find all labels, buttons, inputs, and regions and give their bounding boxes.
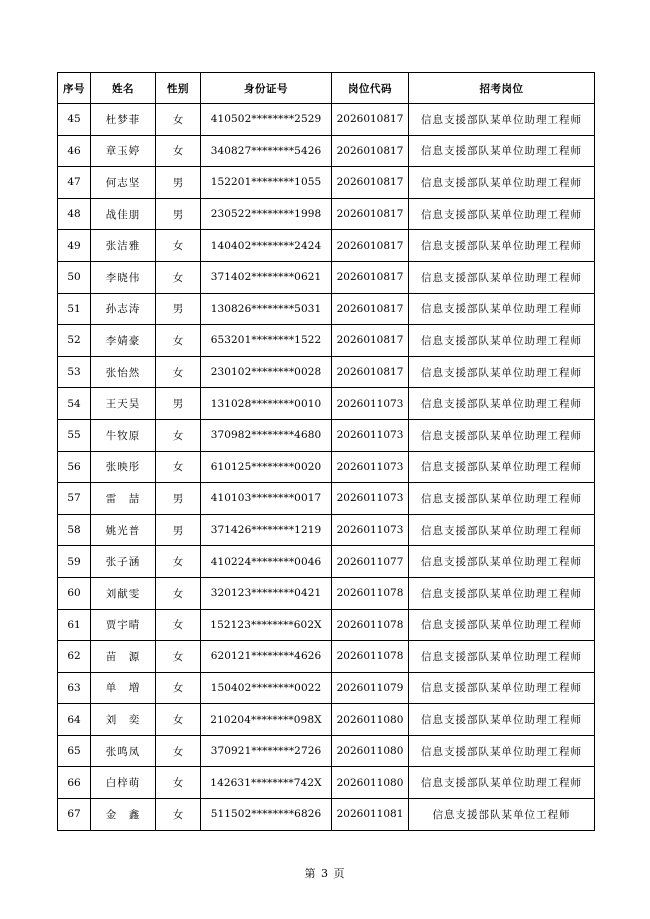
- cell-post-title: 信息支援部队某单位助理工程师: [409, 577, 595, 609]
- table-row: [58, 230, 595, 262]
- cell-post-code: 2026010817: [332, 104, 409, 136]
- header-id-number: 身份证号: [201, 73, 332, 104]
- cell-post-code: 2026010817: [332, 356, 409, 388]
- cell-post-title: 信息支援部队某单位助理工程师: [409, 735, 595, 767]
- cell-post-code: 2026011081: [332, 799, 409, 831]
- cell-post-title: 信息支援部队某单位助理工程师: [409, 135, 595, 167]
- cell-post-code: 2026011080: [332, 704, 409, 736]
- cell-post-code: 2026011073: [332, 451, 409, 483]
- cell-seq: 47: [58, 167, 91, 199]
- cell-name: 张怡然: [91, 356, 156, 388]
- cell-id-number: 150402********0022: [201, 672, 332, 704]
- table-row: [58, 546, 595, 578]
- cell-post-title: 信息支援部队某单位助理工程师: [409, 261, 595, 293]
- cell-post-code: 2026010817: [332, 325, 409, 357]
- cell-post-code: 2026011080: [332, 767, 409, 799]
- cell-gender: 女: [156, 135, 201, 167]
- cell-post-title: 信息支援部队某单位助理工程师: [409, 767, 595, 799]
- cell-post-title: 信息支援部队某单位助理工程师: [409, 419, 595, 451]
- cell-seq: 58: [58, 514, 91, 546]
- cell-gender: 女: [156, 767, 201, 799]
- cell-id-number: 410224********0046: [201, 546, 332, 578]
- cell-gender: 女: [156, 577, 201, 609]
- cell-seq: 52: [58, 325, 91, 357]
- cell-seq: 49: [58, 230, 91, 262]
- cell-post-code: 2026010817: [332, 135, 409, 167]
- table-row: [58, 483, 595, 515]
- cell-post-title: 信息支援部队某单位助理工程师: [409, 325, 595, 357]
- cell-seq: 56: [58, 451, 91, 483]
- cell-name: 刘 奕: [91, 704, 156, 736]
- cell-name: 单 増: [91, 672, 156, 704]
- cell-post-title: 信息支援部队某单位助理工程师: [409, 293, 595, 325]
- cell-post-title: 信息支援部队某单位助理工程师: [409, 672, 595, 704]
- cell-id-number: 370921********2726: [201, 735, 332, 767]
- cell-name: 雷 喆: [91, 483, 156, 515]
- cell-seq: 63: [58, 672, 91, 704]
- cell-seq: 67: [58, 799, 91, 831]
- cell-name: 姚光普: [91, 514, 156, 546]
- cell-gender: 女: [156, 104, 201, 136]
- cell-gender: 女: [156, 641, 201, 673]
- table-row: [58, 388, 595, 420]
- cell-post-code: 2026011078: [332, 577, 409, 609]
- candidate-table: [57, 72, 595, 831]
- table-row: [58, 799, 595, 831]
- table-row: [58, 293, 595, 325]
- cell-seq: 66: [58, 767, 91, 799]
- cell-id-number: 371426********1219: [201, 514, 332, 546]
- cell-id-number: 210204********098X: [201, 704, 332, 736]
- cell-id-number: 370982********4680: [201, 419, 332, 451]
- cell-id-number: 410103********0017: [201, 483, 332, 515]
- cell-seq: 46: [58, 135, 91, 167]
- cell-name: 牛牧原: [91, 419, 156, 451]
- table-row: [58, 767, 595, 799]
- cell-name: 杜梦菲: [91, 104, 156, 136]
- cell-post-code: 2026010817: [332, 293, 409, 325]
- cell-id-number: 320123********0421: [201, 577, 332, 609]
- cell-seq: 59: [58, 546, 91, 578]
- cell-gender: 女: [156, 672, 201, 704]
- table-row: [58, 135, 595, 167]
- cell-post-title: 信息支援部队某单位助理工程师: [409, 356, 595, 388]
- cell-name: 白梓萌: [91, 767, 156, 799]
- cell-post-code: 2026011073: [332, 419, 409, 451]
- cell-post-title: 信息支援部队某单位助理工程师: [409, 546, 595, 578]
- cell-id-number: 140402********2424: [201, 230, 332, 262]
- cell-id-number: 620121********4626: [201, 641, 332, 673]
- cell-id-number: 371402********0621: [201, 261, 332, 293]
- cell-post-code: 2026010817: [332, 198, 409, 230]
- cell-post-title: 信息支援部队某单位助理工程师: [409, 167, 595, 199]
- cell-post-code: 2026011079: [332, 672, 409, 704]
- cell-post-code: 2026011078: [332, 609, 409, 641]
- cell-name: 章玉婷: [91, 135, 156, 167]
- table-row: [58, 419, 595, 451]
- cell-gender: 女: [156, 609, 201, 641]
- cell-name: 贾宇晴: [91, 609, 156, 641]
- table-row: [58, 104, 595, 136]
- cell-gender: 女: [156, 451, 201, 483]
- cell-post-code: 2026011073: [332, 483, 409, 515]
- cell-seq: 60: [58, 577, 91, 609]
- cell-seq: 55: [58, 419, 91, 451]
- cell-post-title: 信息支援部队某单位助理工程师: [409, 230, 595, 262]
- cell-post-title: 信息支援部队某单位助理工程师: [409, 388, 595, 420]
- cell-gender: 男: [156, 514, 201, 546]
- cell-post-title: 信息支援部队某单位助理工程师: [409, 104, 595, 136]
- header-name: 姓名: [91, 73, 156, 104]
- table-row: [58, 641, 595, 673]
- table-row: [58, 167, 595, 199]
- cell-post-title: 信息支援部队某单位助理工程师: [409, 704, 595, 736]
- cell-name: 张子涵: [91, 546, 156, 578]
- table-row: [58, 325, 595, 357]
- cell-id-number: 610125********0020: [201, 451, 332, 483]
- cell-name: 张洁雅: [91, 230, 156, 262]
- cell-gender: 男: [156, 167, 201, 199]
- cell-gender: 女: [156, 704, 201, 736]
- cell-name: 李晓伟: [91, 261, 156, 293]
- cell-gender: 男: [156, 483, 201, 515]
- cell-post-code: 2026011077: [332, 546, 409, 578]
- cell-seq: 57: [58, 483, 91, 515]
- cell-id-number: 130826********5031: [201, 293, 332, 325]
- cell-gender: 女: [156, 735, 201, 767]
- cell-id-number: 152201********1055: [201, 167, 332, 199]
- cell-id-number: 410502********2529: [201, 104, 332, 136]
- cell-id-number: 142631********742X: [201, 767, 332, 799]
- cell-id-number: 230522********1998: [201, 198, 332, 230]
- header-post-title: 招考岗位: [409, 73, 595, 104]
- cell-gender: 男: [156, 293, 201, 325]
- cell-name: 张鸣凤: [91, 735, 156, 767]
- cell-post-code: 2026010817: [332, 230, 409, 262]
- cell-name: 王天昊: [91, 388, 156, 420]
- table-row: [58, 451, 595, 483]
- cell-gender: 女: [156, 799, 201, 831]
- cell-gender: 男: [156, 388, 201, 420]
- cell-seq: 65: [58, 735, 91, 767]
- cell-seq: 45: [58, 104, 91, 136]
- cell-seq: 50: [58, 261, 91, 293]
- table-header-row: [58, 73, 595, 104]
- cell-seq: 61: [58, 609, 91, 641]
- cell-post-code: 2026011078: [332, 641, 409, 673]
- cell-name: 孙志涛: [91, 293, 156, 325]
- cell-post-code: 2026010817: [332, 261, 409, 293]
- table-row: [58, 198, 595, 230]
- table-row: [58, 735, 595, 767]
- cell-seq: 51: [58, 293, 91, 325]
- cell-gender: 女: [156, 230, 201, 262]
- cell-gender: 女: [156, 546, 201, 578]
- cell-id-number: 511502********6826: [201, 799, 332, 831]
- cell-seq: 62: [58, 641, 91, 673]
- cell-post-title: 信息支援部队某单位助理工程师: [409, 483, 595, 515]
- cell-gender: 男: [156, 198, 201, 230]
- cell-gender: 女: [156, 356, 201, 388]
- cell-seq: 53: [58, 356, 91, 388]
- cell-name: 苗 源: [91, 641, 156, 673]
- table-row: [58, 672, 595, 704]
- cell-gender: 女: [156, 261, 201, 293]
- cell-post-code: 2026011080: [332, 735, 409, 767]
- cell-id-number: 653201********1522: [201, 325, 332, 357]
- cell-post-title: 信息支援部队某单位助理工程师: [409, 514, 595, 546]
- cell-name: 战佳朋: [91, 198, 156, 230]
- table-row: [58, 261, 595, 293]
- cell-post-code: 2026011073: [332, 388, 409, 420]
- cell-seq: 48: [58, 198, 91, 230]
- cell-name: 李婧豪: [91, 325, 156, 357]
- table-body: [58, 104, 595, 831]
- cell-id-number: 152123********602X: [201, 609, 332, 641]
- cell-name: 何志坚: [91, 167, 156, 199]
- cell-id-number: 230102********0028: [201, 356, 332, 388]
- table-row: [58, 609, 595, 641]
- cell-id-number: 131028********0010: [201, 388, 332, 420]
- cell-post-code: 2026010817: [332, 167, 409, 199]
- table-row: [58, 704, 595, 736]
- cell-seq: 64: [58, 704, 91, 736]
- cell-post-title: 信息支援部队某单位助理工程师: [409, 609, 595, 641]
- cell-post-title: 信息支援部队某单位助理工程师: [409, 451, 595, 483]
- cell-gender: 女: [156, 325, 201, 357]
- cell-gender: 女: [156, 419, 201, 451]
- cell-post-title: 信息支援部队某单位助理工程师: [409, 198, 595, 230]
- cell-name: 金 鑫: [91, 799, 156, 831]
- header-post-code: 岗位代码: [332, 73, 409, 104]
- table-row: [58, 514, 595, 546]
- cell-post-code: 2026011073: [332, 514, 409, 546]
- page-number: 第 3 页: [304, 867, 346, 880]
- cell-name: 刘献雯: [91, 577, 156, 609]
- table-row: [58, 356, 595, 388]
- header-gender: 性别: [156, 73, 201, 104]
- cell-seq: 54: [58, 388, 91, 420]
- cell-id-number: 340827********5426: [201, 135, 332, 167]
- cell-name: 张映彤: [91, 451, 156, 483]
- cell-post-title: 信息支援部队某单位助理工程师: [409, 641, 595, 673]
- header-seq: 序号: [58, 73, 91, 104]
- table-row: [58, 577, 595, 609]
- cell-post-title: 信息支援部队某单位工程师: [409, 799, 595, 831]
